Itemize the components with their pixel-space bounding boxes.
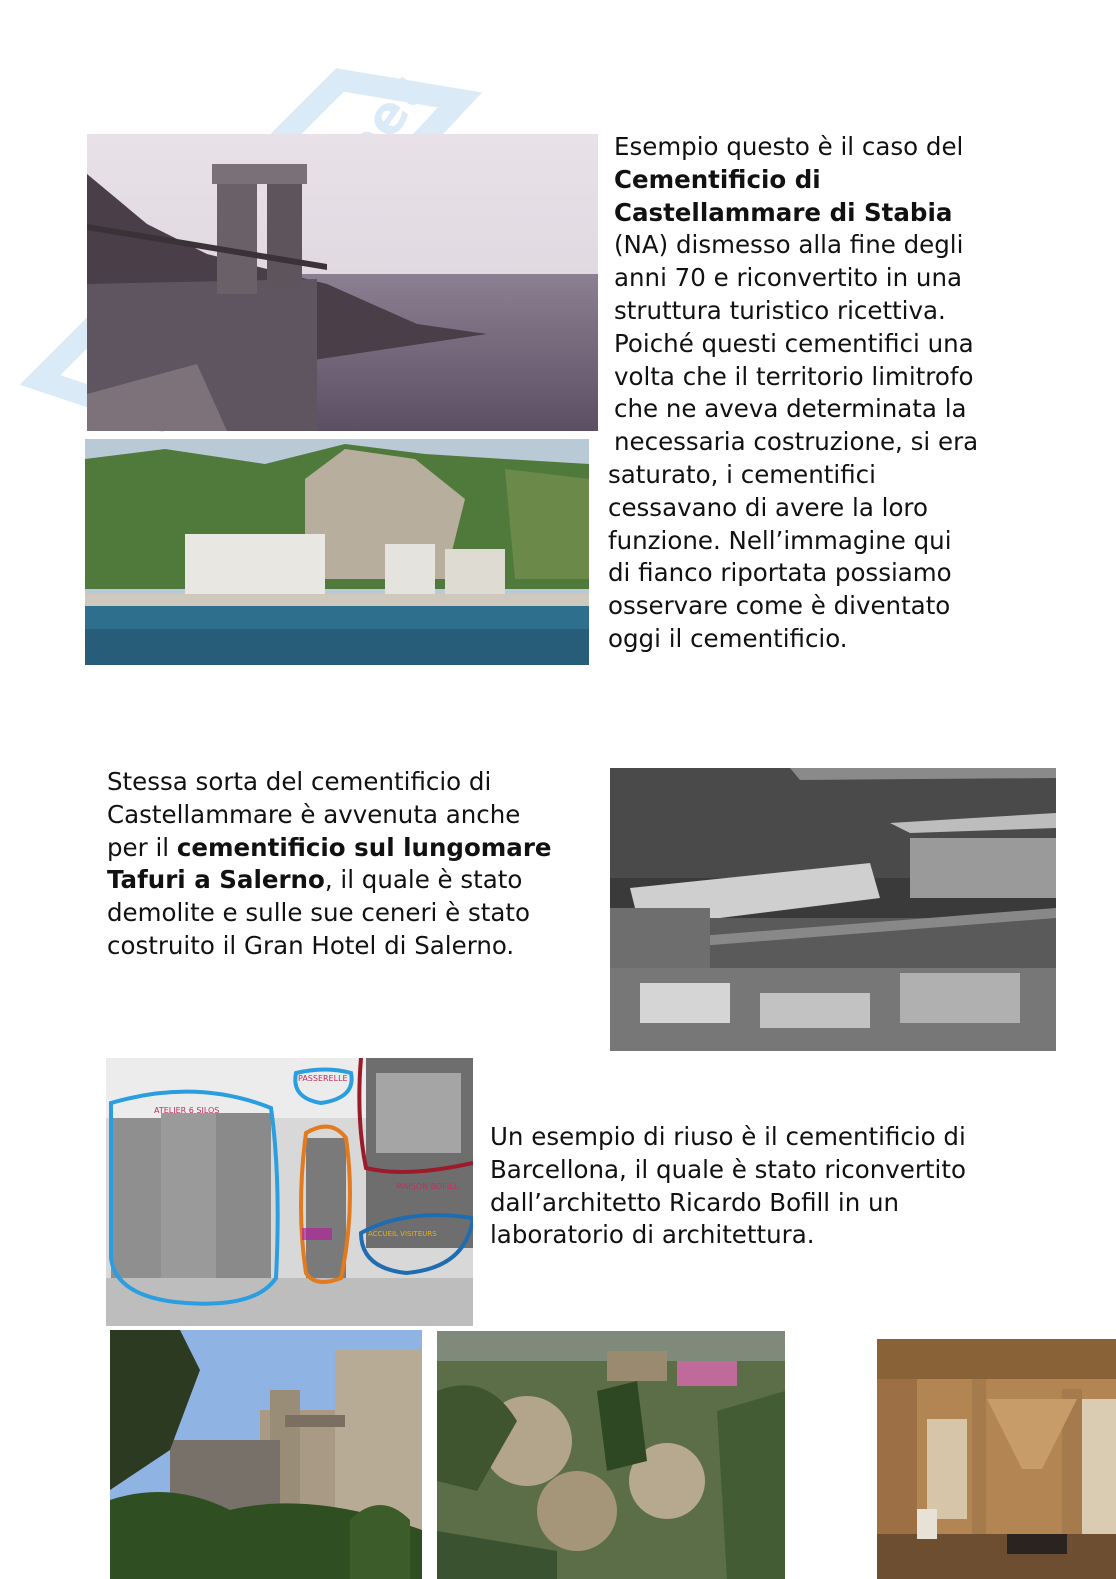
label-maison-bofill: MAISON BOFILL bbox=[396, 1182, 459, 1191]
photo-salerno-aerial bbox=[610, 768, 1056, 1051]
text-line: funzione. Nell’immagine qui bbox=[608, 525, 952, 555]
text-line: Esempio questo è il caso del bbox=[614, 132, 964, 161]
text-line: struttura turistico ricettiva. bbox=[614, 295, 946, 325]
text-line: (NA) dismesso alla fine degli bbox=[614, 230, 964, 260]
text-line: saturato, i cementifici bbox=[608, 459, 876, 489]
text-line: Castellammare è avvenuta anche bbox=[107, 799, 521, 829]
paragraph-barcellona bbox=[490, 1121, 966, 1252]
text-line: osservare come è diventato bbox=[608, 591, 951, 621]
text-line: volta che il territorio limitrofo bbox=[614, 361, 974, 391]
label-accueil-visiteurs: ACCUEIL VISITEURS bbox=[368, 1230, 437, 1238]
text-line: oggi il cementificio. bbox=[608, 623, 848, 653]
photo-bofill-exterior bbox=[110, 1330, 422, 1579]
text-line: necessaria costruzione, si era bbox=[614, 427, 979, 457]
paragraph-castellammare bbox=[608, 131, 979, 656]
photo-bofill-interior bbox=[877, 1339, 1116, 1579]
text-line-bold: Cementificio di bbox=[614, 164, 821, 194]
text-line: anni 70 e riconvertito in una bbox=[614, 263, 962, 293]
text-line bbox=[107, 864, 552, 897]
text-bold: Tafuri a Salerno bbox=[107, 865, 325, 895]
label-atelier-silos: ATELIER 6 SILOS bbox=[154, 1106, 220, 1115]
text-line: che ne aveva determinata la bbox=[614, 394, 967, 424]
text-line: Un esempio di riuso è il cementificio di bbox=[490, 1122, 966, 1151]
photo-bofill-annotated bbox=[106, 1058, 473, 1326]
text-line: laboratorio di architettura. bbox=[490, 1220, 815, 1250]
text-segment: per il bbox=[107, 832, 177, 862]
photo-bofill-aerial bbox=[437, 1331, 785, 1579]
text-line: costruito il Gran Hotel di Salerno. bbox=[107, 930, 515, 960]
text-line: Barcellona, il quale è stato riconvertito bbox=[490, 1154, 966, 1184]
text-line bbox=[107, 832, 552, 865]
text-line: dall’architetto Ricardo Bofill in un bbox=[490, 1187, 900, 1217]
text-line: demolite e sulle sue ceneri è stato bbox=[107, 898, 530, 928]
label-passerelle: PASSERELLE bbox=[298, 1074, 348, 1083]
text-line-bold: Castellammare di Stabia bbox=[614, 197, 953, 227]
text-line: di fianco riportata possiamo bbox=[608, 558, 952, 588]
text-line: Stessa sorta del cementificio di bbox=[107, 767, 492, 796]
watermark-domain: .net bbox=[320, 64, 437, 196]
photo-cementificio-castellammare-old bbox=[87, 134, 598, 431]
text-line: Poiché questi cementifici una bbox=[614, 328, 974, 358]
text-line: cessavano di avere la loro bbox=[608, 492, 928, 522]
text-segment: , il quale è stato bbox=[324, 865, 523, 895]
paragraph-salerno bbox=[107, 766, 552, 963]
photo-cementificio-castellammare-today bbox=[85, 439, 589, 665]
text-bold: cementificio sul lungomare bbox=[176, 832, 552, 862]
